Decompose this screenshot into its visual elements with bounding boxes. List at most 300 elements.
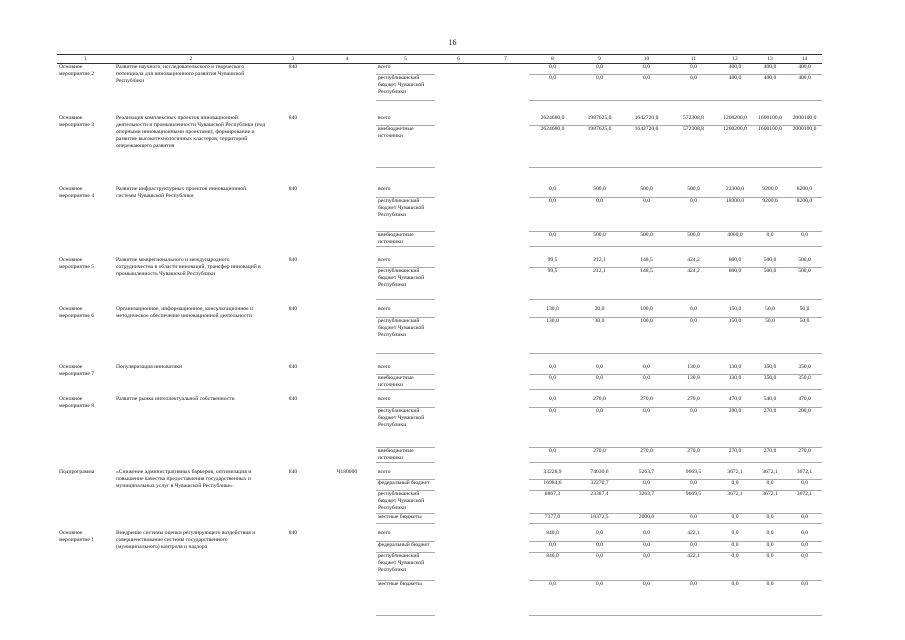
table-row [57, 530, 822, 541]
empty-cell [482, 375, 529, 390]
funding-source: федеральный бюджет [376, 541, 435, 552]
amount-cell: 3672,1 [753, 491, 787, 514]
empty-cell [482, 447, 529, 462]
code-target [318, 396, 376, 462]
funding-source: местные бюджеты [376, 580, 435, 615]
amount-cell: 0,0 [529, 407, 576, 447]
amount-cell: 270,0 [670, 396, 717, 407]
empty-cell [435, 306, 482, 317]
amount-cell: 0,0 [717, 530, 753, 541]
code-target [318, 63, 376, 100]
amount-cell: 0,0 [576, 197, 623, 231]
column-header: 3 [268, 55, 318, 64]
amount-cell: 212,1 [576, 268, 623, 300]
amount-cell: 0,0 [623, 530, 670, 541]
row-heading: Основное мероприятие 4 [59, 186, 95, 200]
amount-cell: 7377,0 [529, 514, 576, 524]
empty-cell [435, 317, 482, 353]
amount-cell: 50,0 [753, 317, 787, 353]
amount-cell: 572308,8 [670, 115, 717, 126]
row-description: «Снижение административных барьеров, оптимизация и повышение качества предоставления государственных и муниципальных услуг в Чувашской Республике» [116, 468, 252, 489]
budget-table [57, 54, 822, 616]
amount-cell: 270,0 [753, 407, 787, 447]
amount-cell: 130,0 [529, 317, 576, 353]
amount-cell: 22300,0 [717, 186, 753, 197]
empty-cell [482, 469, 529, 480]
amount-cell: 500,0 [670, 231, 717, 246]
empty-cell [435, 115, 482, 126]
amount-cell: 130,0 [717, 375, 753, 390]
amount-cell: 33228,9 [529, 469, 576, 480]
amount-cell: 74030,6 [576, 469, 623, 480]
code-ministry: 840 [288, 363, 298, 370]
code-ministry: 840 [288, 530, 298, 537]
funding-source: республиканский бюджет Чувашской Республики [376, 491, 435, 514]
amount-cell: 0,0 [623, 407, 670, 447]
amount-cell: 400,0 [717, 74, 753, 100]
amount-cell: 0,0 [787, 530, 822, 541]
amount-cell: 2000100,0 [787, 115, 822, 126]
row-heading: Основное мероприятие 8 [59, 396, 95, 410]
funding-source: республиканский бюджет Чувашской Республики [376, 268, 435, 300]
amount-cell: 0,0 [529, 447, 576, 462]
page-number: 16 [448, 38, 457, 47]
code-ministry: 840 [288, 63, 298, 70]
code-target [318, 186, 376, 246]
row-description: Реализация комплексных проектов инновационной деятельности и промышленности Чувашской Республики (под опорными инновационными проектами), формирование и развитие высокотехнологичных кластеров, территорий опережающего развития [116, 114, 266, 149]
empty-cell [435, 480, 482, 491]
amount-cell: 500,0 [753, 268, 787, 300]
empty-cell [435, 268, 482, 300]
amount-cell: 424,2 [670, 257, 717, 268]
amount-cell: 1600100,0 [753, 126, 787, 168]
amount-cell: 130,0 [670, 375, 717, 390]
amount-cell: 8200,0 [787, 186, 822, 197]
amount-cell: 0,0 [623, 552, 670, 580]
column-header: 11 [670, 55, 717, 64]
amount-cell: 840,0 [529, 530, 576, 541]
funding-source: всего [376, 186, 435, 197]
empty-cell [435, 530, 482, 541]
row-description: Развитие межрегионального и международного сотрудничества в области инноваций, трансфер инноваций в промышленность Чувашской Республики [116, 256, 261, 277]
amount-cell: 0,0 [670, 63, 717, 74]
amount-cell: 500,0 [576, 231, 623, 246]
funding-source: федеральный бюджет [376, 480, 435, 491]
row-heading: Подпрограмма [59, 468, 95, 475]
amount-cell: 0,0 [623, 480, 670, 491]
amount-cell: 8200,0 [787, 197, 822, 231]
amount-cell: 0,0 [576, 541, 623, 552]
empty-cell [435, 407, 482, 447]
code-target [318, 530, 376, 615]
amount-cell: 270,0 [753, 447, 787, 462]
amount-cell: 0,0 [576, 407, 623, 447]
amount-cell: 0,0 [576, 74, 623, 100]
empty-cell [482, 491, 529, 514]
amount-cell: 0,0 [576, 375, 623, 390]
row-heading: Основное мероприятие 5 [59, 256, 95, 270]
amount-cell: 0,0 [576, 580, 623, 615]
row-heading: Основное мероприятие 1 [59, 530, 95, 544]
amount-cell: 99,5 [529, 257, 576, 268]
amount-cell: 0,0 [529, 364, 576, 375]
amount-cell: 0,0 [529, 375, 576, 390]
amount-cell: 0,0 [753, 530, 787, 541]
empty-cell [482, 317, 529, 353]
column-header: 1 [57, 55, 114, 64]
amount-cell: 0,0 [576, 63, 623, 74]
amount-cell: 0,0 [787, 231, 822, 246]
amount-cell: 3672,1 [787, 491, 822, 514]
amount-cell: 4000,0 [717, 231, 753, 246]
funding-source: республиканский бюджет Чувашской Республики [376, 407, 435, 447]
amount-cell: 0,0 [753, 514, 787, 524]
funding-source: республиканский бюджет Чувашской Республики [376, 317, 435, 353]
amount-cell: 50,0 [753, 306, 787, 317]
amount-cell: 572308,8 [670, 126, 717, 168]
code-target [318, 306, 376, 353]
empty-cell [435, 491, 482, 514]
funding-source: внебюджетные источники [376, 375, 435, 390]
amount-cell: 9669,5 [670, 469, 717, 480]
amount-cell: 148,5 [623, 268, 670, 300]
amount-cell: 0,0 [623, 375, 670, 390]
amount-cell: 99,5 [529, 268, 576, 300]
amount-cell: 0,0 [576, 364, 623, 375]
code-ministry: 840 [288, 396, 298, 403]
amount-cell: 424,2 [670, 268, 717, 300]
amount-cell: 0,0 [787, 514, 822, 524]
empty-cell [482, 580, 529, 615]
column-number-row [57, 55, 822, 64]
empty-cell [435, 469, 482, 480]
code-ministry: 840 [288, 468, 298, 475]
amount-cell: 0,0 [529, 63, 576, 74]
amount-cell: 0,0 [717, 552, 753, 580]
amount-cell: 200,0 [717, 407, 753, 447]
amount-cell: 0,0 [670, 514, 717, 524]
funding-source: всего [376, 257, 435, 268]
empty-cell [435, 552, 482, 580]
amount-cell: 0,0 [576, 552, 623, 580]
table-body [57, 63, 822, 615]
amount-cell: 0,0 [529, 197, 576, 231]
amount-cell: 2000,0 [623, 514, 670, 524]
empty-cell [435, 514, 482, 524]
amount-cell: 270,0 [576, 447, 623, 462]
empty-cell [482, 514, 529, 524]
amount-cell: 0,0 [623, 541, 670, 552]
amount-cell: 422,1 [670, 530, 717, 541]
amount-cell: 0,0 [717, 514, 753, 524]
code-ministry: 840 [288, 114, 298, 121]
column-header: 5 [376, 55, 435, 64]
empty-cell [482, 126, 529, 168]
table-row [57, 364, 822, 375]
empty-cell [482, 541, 529, 552]
empty-cell [482, 396, 529, 407]
empty-cell [482, 186, 529, 197]
row-description: Внедрение системы оценки регулирующего воздействия и совершенствование системы государственного (муниципального) контроля и надзора [116, 530, 256, 551]
amount-cell: 5263,7 [623, 469, 670, 480]
block-spacer [57, 168, 822, 187]
column-header: 9 [576, 55, 623, 64]
amount-cell: 0,0 [753, 541, 787, 552]
empty-cell [482, 306, 529, 317]
empty-cell [482, 197, 529, 231]
amount-cell: 270,0 [670, 447, 717, 462]
amount-cell: 1200200,0 [717, 126, 753, 168]
empty-cell [482, 257, 529, 268]
amount-cell: 0,0 [670, 541, 717, 552]
empty-cell [482, 115, 529, 126]
amount-cell: 270,0 [787, 447, 822, 462]
amount-cell: 9669,5 [670, 491, 717, 514]
amount-cell: 0,0 [753, 580, 787, 615]
amount-cell: 0,0 [787, 541, 822, 552]
block-spacer [57, 100, 822, 115]
amount-cell: 130,0 [670, 364, 717, 375]
empty-cell [482, 268, 529, 300]
column-header: 13 [753, 55, 787, 64]
amount-cell: 500,0 [623, 186, 670, 197]
amount-cell: 400,0 [717, 63, 753, 74]
amount-cell: 0,0 [717, 480, 753, 491]
empty-cell [435, 186, 482, 197]
column-header: 4 [318, 55, 376, 64]
amount-cell: 0,0 [670, 580, 717, 615]
amount-cell: 0,0 [670, 197, 717, 231]
column-header: 7 [482, 55, 529, 64]
column-header: 14 [787, 55, 822, 64]
empty-cell [435, 126, 482, 168]
code-ministry: 840 [288, 186, 298, 193]
table-row [57, 115, 822, 126]
amount-cell: 3672,1 [753, 469, 787, 480]
code-target: Ч180000 [336, 468, 358, 475]
amount-cell: 270,0 [717, 447, 753, 462]
amount-cell: 3672,1 [787, 469, 822, 480]
funding-source: республиканский бюджет Чувашской Республики [376, 197, 435, 231]
amount-cell: 0,0 [753, 231, 787, 246]
empty-cell [435, 63, 482, 74]
amount-cell: 350,0 [787, 375, 822, 390]
amount-cell: 0,0 [529, 580, 576, 615]
table-row [57, 469, 822, 480]
funding-source: всего [376, 115, 435, 126]
amount-cell: 2624680,0 [529, 115, 576, 126]
amount-cell: 500,0 [623, 231, 670, 246]
amount-cell: 270,0 [576, 396, 623, 407]
amount-cell: 0,0 [670, 317, 717, 353]
row-heading: Основное мероприятие 3 [59, 114, 95, 128]
empty-cell [482, 364, 529, 375]
amount-cell: 18300,0 [717, 197, 753, 231]
row-description: Организационное, информационное, консультационное и методическое обеспечение инновационной деятельности [116, 306, 254, 320]
amount-cell: 212,1 [576, 257, 623, 268]
empty-cell [482, 552, 529, 580]
empty-cell [482, 63, 529, 74]
amount-cell: 500,0 [787, 257, 822, 268]
funding-source: республиканский бюджет Чувашской Республики [376, 74, 435, 100]
column-header: 2 [114, 55, 268, 64]
amount-cell: 1642720,0 [623, 126, 670, 168]
amount-cell: 0,0 [753, 480, 787, 491]
column-header: 8 [529, 55, 576, 64]
empty-cell [482, 231, 529, 246]
amount-cell: 400,0 [753, 74, 787, 100]
amount-cell: 0,0 [670, 407, 717, 447]
funding-source: внебюджетные источники [376, 231, 435, 246]
amount-cell: 1600100,0 [753, 115, 787, 126]
empty-cell [435, 231, 482, 246]
amount-cell: 16984,6 [529, 480, 576, 491]
amount-cell: 32270,7 [576, 480, 623, 491]
row-description: Развитие инфраструктурных проектов инновационной системы Чувашской Республики [116, 186, 247, 200]
amount-cell: 0,0 [753, 552, 787, 580]
amount-cell: 0,0 [529, 231, 576, 246]
amount-cell: 400,0 [787, 63, 822, 74]
row-heading: Основное мероприятие 2 [59, 63, 95, 77]
amount-cell: 0,0 [717, 541, 753, 552]
amount-cell: 150,0 [717, 317, 753, 353]
amount-cell: 422,1 [670, 552, 717, 580]
amount-cell: 0,0 [623, 74, 670, 100]
amount-cell: 400,0 [787, 74, 822, 100]
amount-cell: 50,0 [787, 306, 822, 317]
empty-cell [482, 407, 529, 447]
funding-source: всего [376, 469, 435, 480]
table-row [57, 186, 822, 197]
funding-source: республиканский бюджет Чувашской Республики [376, 552, 435, 580]
amount-cell: 0,0 [576, 530, 623, 541]
column-header: 12 [717, 55, 753, 64]
amount-cell: 0,0 [623, 63, 670, 74]
amount-cell: 130,0 [717, 364, 753, 375]
empty-cell [482, 530, 529, 541]
empty-cell [482, 74, 529, 100]
amount-cell: 3263,7 [623, 491, 670, 514]
funding-source: местные бюджеты [376, 514, 435, 524]
amount-cell: 30,0 [576, 317, 623, 353]
funding-source: всего [376, 530, 435, 541]
amount-cell: 130,0 [529, 306, 576, 317]
amount-cell: 0,0 [717, 580, 753, 615]
amount-cell: 350,0 [787, 364, 822, 375]
empty-cell [435, 541, 482, 552]
amount-cell: 1200200,0 [717, 115, 753, 126]
amount-cell: 0,0 [623, 580, 670, 615]
funding-source: всего [376, 364, 435, 375]
amount-cell: 350,0 [753, 375, 787, 390]
amount-cell: 500,0 [670, 186, 717, 197]
empty-cell [435, 447, 482, 462]
amount-cell: 0,0 [529, 74, 576, 100]
funding-source: всего [376, 396, 435, 407]
amount-cell: 500,0 [576, 186, 623, 197]
column-header: 6 [435, 55, 482, 64]
block-spacer [57, 246, 822, 257]
empty-cell [435, 257, 482, 268]
amount-cell: 540,0 [753, 396, 787, 407]
amount-cell: 0,0 [670, 74, 717, 100]
amount-cell: 470,0 [717, 396, 753, 407]
amount-cell: 0,0 [787, 480, 822, 491]
amount-cell: 23387,4 [576, 491, 623, 514]
empty-cell [435, 197, 482, 231]
amount-cell: 840,0 [529, 552, 576, 580]
amount-cell: 270,0 [623, 447, 670, 462]
code-target [318, 364, 376, 390]
funding-source: внебюджетные источники [376, 126, 435, 168]
amount-cell: 9200,0 [753, 186, 787, 197]
amount-cell: 150,0 [717, 306, 753, 317]
amount-cell: 18372,5 [576, 514, 623, 524]
amount-cell: 0,0 [529, 396, 576, 407]
amount-cell: 350,0 [753, 364, 787, 375]
table-row [57, 306, 822, 317]
column-header: 10 [623, 55, 670, 64]
amount-cell: 100,0 [623, 306, 670, 317]
row-heading: Основное мероприятие 6 [59, 306, 95, 320]
empty-cell [435, 580, 482, 615]
empty-cell [435, 364, 482, 375]
empty-cell [482, 480, 529, 491]
funding-source: всего [376, 306, 435, 317]
amount-cell: 0,0 [787, 552, 822, 580]
amount-cell: 9200,0 [753, 197, 787, 231]
funding-source: всего [376, 63, 435, 74]
amount-cell: 0,0 [670, 480, 717, 491]
amount-cell: 800,0 [717, 257, 753, 268]
amount-cell: 148,5 [623, 257, 670, 268]
block-spacer [57, 353, 822, 364]
amount-cell: 400,0 [753, 63, 787, 74]
amount-cell: 500,0 [787, 268, 822, 300]
amount-cell: 30,0 [576, 306, 623, 317]
amount-cell: 50,0 [787, 317, 822, 353]
amount-cell: 1642720,0 [623, 115, 670, 126]
empty-cell [435, 375, 482, 390]
funding-source: внебюджетные источники [376, 447, 435, 462]
table-row [57, 396, 822, 407]
amount-cell: 8867,3 [529, 491, 576, 514]
code-target [318, 115, 376, 168]
amount-cell: 2624680,0 [529, 126, 576, 168]
table-row [57, 63, 822, 74]
amount-cell: 800,0 [717, 268, 753, 300]
amount-cell: 0,0 [529, 541, 576, 552]
code-target [318, 257, 376, 300]
amount-cell: 1987625,0 [576, 126, 623, 168]
amount-cell: 0,0 [623, 197, 670, 231]
amount-cell: 0,0 [670, 306, 717, 317]
amount-cell: 500,0 [753, 257, 787, 268]
amount-cell: 3672,1 [717, 469, 753, 480]
amount-cell: 470,0 [787, 396, 822, 407]
table-row [57, 257, 822, 268]
empty-cell [435, 74, 482, 100]
code-ministry: 840 [288, 306, 298, 313]
row-heading: Основное мероприятие 7 [59, 363, 95, 377]
row-description: Развитие научного, исследовательского и творческого потенциала для инновационного развития Чувашской Республики [116, 63, 245, 84]
amount-cell: 0,0 [623, 364, 670, 375]
code-ministry: 840 [288, 256, 298, 263]
row-description: Развитие рынка интеллектуальной собственности [116, 396, 235, 403]
row-description: Популяризация инноватики [116, 363, 183, 370]
amount-cell: 2000100,0 [787, 126, 822, 168]
amount-cell: 0,0 [529, 186, 576, 197]
